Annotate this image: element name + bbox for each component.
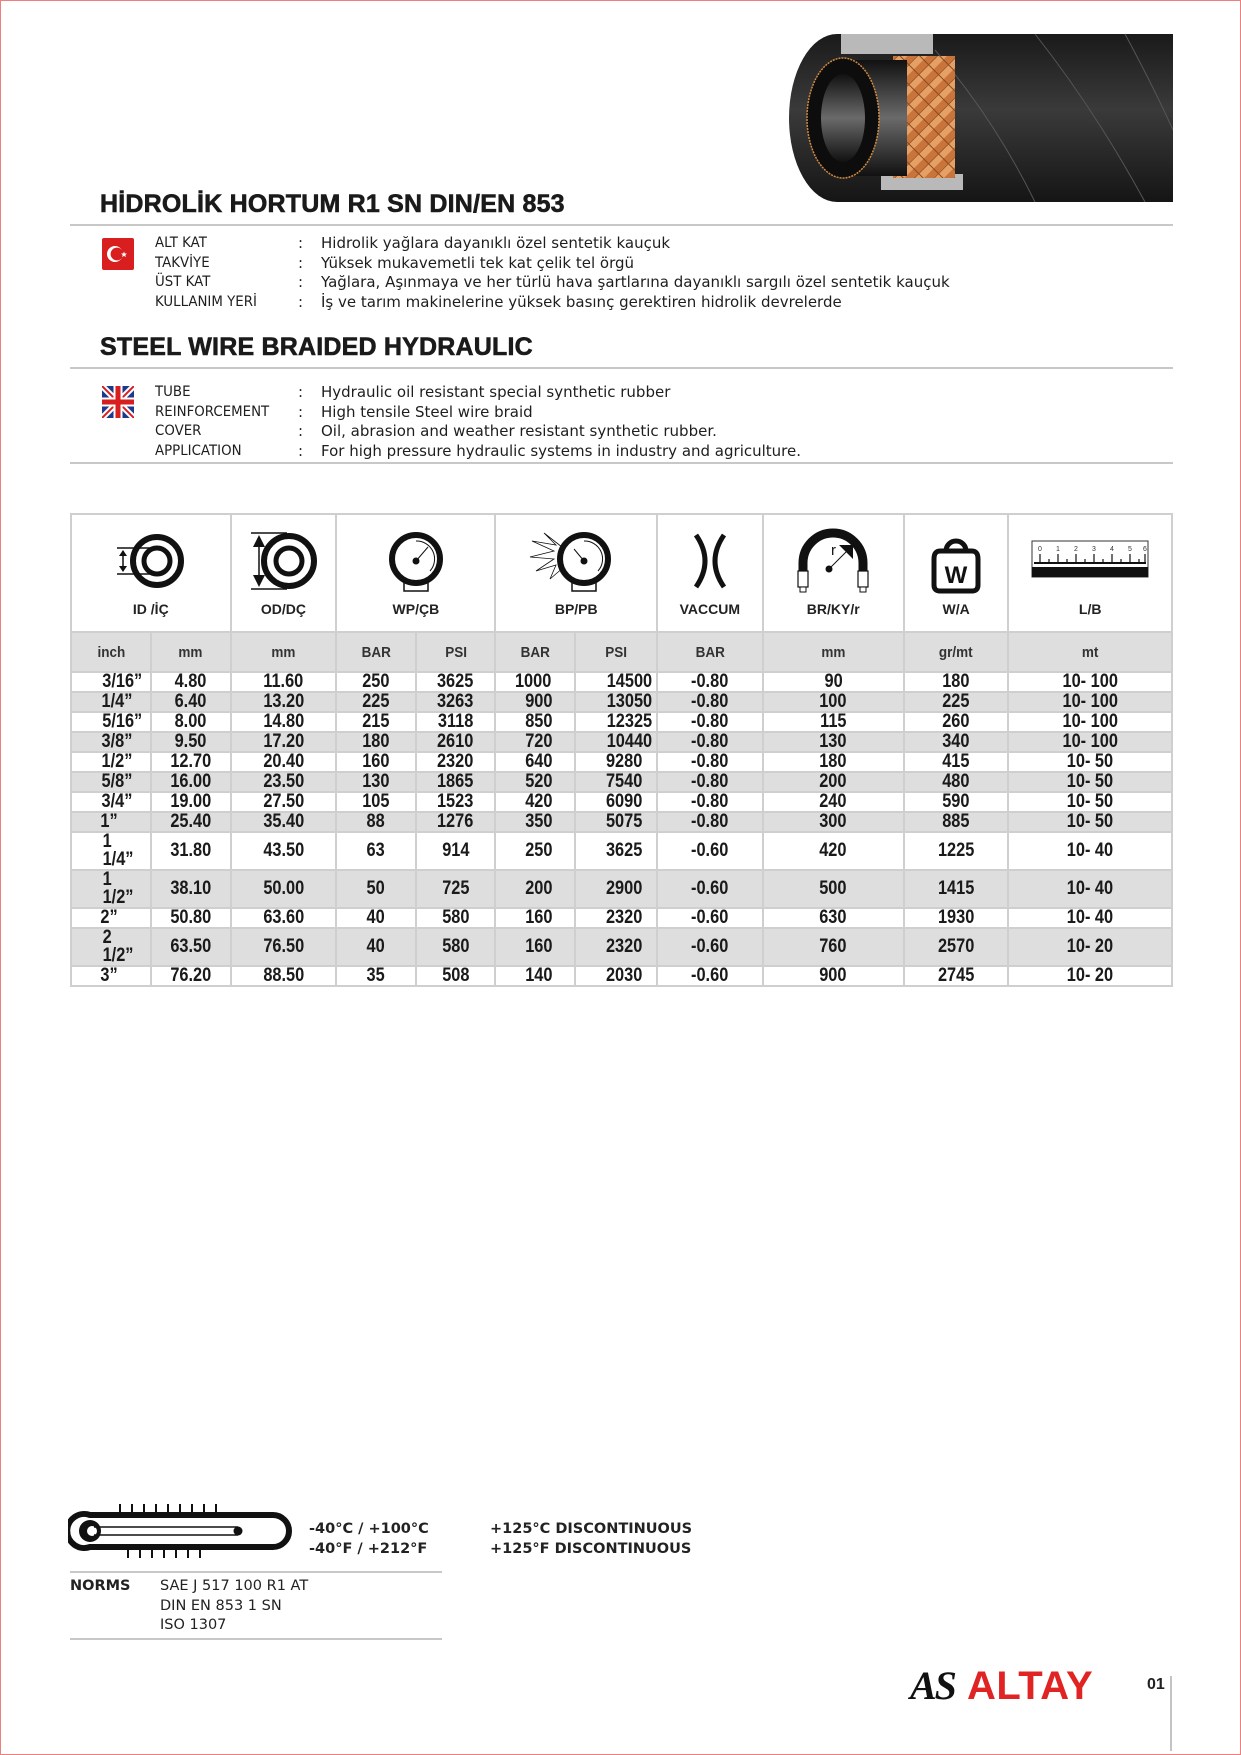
header-vacuum <box>657 514 763 632</box>
footer-vertical-rule <box>1170 1676 1172 1751</box>
table-cell: 10- 100 <box>1008 712 1172 732</box>
table-cell: 13050 <box>575 692 657 712</box>
table-cell: -0.80 <box>657 692 763 712</box>
header-weight <box>904 514 1009 632</box>
table-cell: 2745 <box>904 966 1009 986</box>
table-cell: 90 <box>763 672 904 692</box>
spec-value: For high pressure hydraulic systems in industry and agriculture. <box>321 441 801 460</box>
table-cell: 590 <box>904 792 1009 812</box>
table-row <box>71 908 1172 928</box>
table-row <box>71 792 1172 812</box>
table-cell: -0.80 <box>657 752 763 772</box>
table-cell: 3625 <box>575 832 657 870</box>
colon: : <box>298 422 304 440</box>
unit-cell: BAR <box>657 632 763 672</box>
table-cell: 40 <box>336 908 416 928</box>
table-cell: 580 <box>416 928 496 966</box>
table-cell: -0.80 <box>657 712 763 732</box>
header-label: BR/KY/r <box>806 601 860 617</box>
spec-row <box>155 273 950 293</box>
table-cell: 480 <box>904 772 1009 792</box>
temperature-range <box>309 1520 429 1559</box>
table-cell: 250 <box>336 672 416 692</box>
spec-label: ALT KAT <box>155 235 207 251</box>
table-cell: 130 <box>336 772 416 792</box>
table-cell: 11.60 <box>231 672 337 692</box>
norm-item: DIN EN 853 1 SN <box>160 1597 282 1614</box>
specification-table <box>70 513 1173 987</box>
table-cell: -0.60 <box>657 966 763 986</box>
temperature-range-fahrenheit: -40°F / +212°F <box>309 1540 428 1557</box>
inner-diameter-icon <box>111 527 191 597</box>
table-cell: -0.80 <box>657 812 763 832</box>
table-cell: 63 <box>336 832 416 870</box>
divider <box>70 367 1173 369</box>
table-cell: 3625 <box>416 672 496 692</box>
table-cell: 914 <box>416 832 496 870</box>
table-cell: 1/4” <box>71 692 151 712</box>
table-cell: 2320 <box>575 908 657 928</box>
table-cell: 420 <box>763 832 904 870</box>
table-cell: 250 <box>495 832 575 870</box>
spec-value: İş ve tarım makinelerine yüksek basınç gerektiren hidrolik devrelerde <box>321 292 842 311</box>
table-cell: 140 <box>495 966 575 986</box>
colon: : <box>298 273 304 291</box>
table-row <box>71 712 1172 732</box>
table-cell: 180 <box>763 752 904 772</box>
table-cell: 300 <box>763 812 904 832</box>
table-cell: 7540 <box>575 772 657 792</box>
page-number: 01 <box>1147 1676 1165 1693</box>
temperature-discontinuous <box>490 1520 692 1559</box>
table-cell: 10- 20 <box>1008 928 1172 966</box>
header-bend-radius <box>763 514 904 632</box>
table-cell: 340 <box>904 732 1009 752</box>
svg-text:6: 6 <box>1143 546 1148 553</box>
unit-cell: mm <box>231 632 337 672</box>
table-cell: 63.60 <box>231 908 337 928</box>
header-label: WP/ÇB <box>392 601 440 617</box>
spec-row <box>155 383 801 403</box>
table-cell: 580 <box>416 908 496 928</box>
table-cell: 1930 <box>904 908 1009 928</box>
table-cell: 50 <box>336 870 416 908</box>
table-cell: 1000 <box>495 672 575 692</box>
table-cell: 19.00 <box>151 792 231 812</box>
icon-header-row <box>71 514 1172 632</box>
table-cell: 130 <box>763 732 904 752</box>
table-cell: 105 <box>336 792 416 812</box>
table-row <box>71 870 1172 908</box>
table-cell: 2900 <box>575 870 657 908</box>
table-cell: -0.80 <box>657 732 763 752</box>
table-cell: 6.40 <box>151 692 231 712</box>
table-cell: 240 <box>763 792 904 812</box>
uk-flag-icon <box>102 386 134 418</box>
colon: : <box>298 441 304 460</box>
table-cell: 225 <box>904 692 1009 712</box>
svg-text:0: 0 <box>1038 546 1043 553</box>
bend-radius-icon <box>793 527 873 599</box>
table-row <box>71 772 1172 792</box>
working-pressure-gauge-icon <box>376 527 456 597</box>
table-cell: 1” <box>71 812 151 832</box>
divider <box>70 224 1173 226</box>
table-cell: 10- 50 <box>1008 792 1172 812</box>
english-spec-list <box>155 383 801 461</box>
unit-header-row <box>71 632 1172 672</box>
table-cell: 35.40 <box>231 812 337 832</box>
table-row <box>71 672 1172 692</box>
table-cell: 760 <box>763 928 904 966</box>
spec-label: TAKVİYE <box>155 254 210 271</box>
table-cell: 2570 <box>904 928 1009 966</box>
temperature-range-celsius: -40°C / +100°C <box>309 1521 429 1537</box>
table-cell: 88 <box>336 812 416 832</box>
svg-text:3: 3 <box>1092 546 1097 553</box>
title-turkish: HİDROLİK HORTUM R1 SN DIN/EN 853 <box>100 190 565 218</box>
table-cell: 9.50 <box>151 732 231 752</box>
unit-cell: BAR <box>495 632 575 672</box>
table-cell: 50.00 <box>231 870 337 908</box>
table-cell: 76.20 <box>151 966 231 986</box>
table-cell: 43.50 <box>231 832 337 870</box>
spec-label: APPLICATION <box>155 442 242 459</box>
spec-value: Hydraulic oil resistant special synthetic rubber <box>321 383 671 401</box>
table-cell: 2030 <box>575 966 657 986</box>
table-cell: 885 <box>904 812 1009 832</box>
thermometer-icon <box>68 1502 298 1568</box>
spec-value: Oil, abrasion and weather resistant synthetic rubber. <box>321 422 717 440</box>
table-cell: 1523 <box>416 792 496 812</box>
table-cell: 38.10 <box>151 870 231 908</box>
svg-text:5: 5 <box>1128 546 1133 553</box>
table-cell: 14500 <box>575 672 657 692</box>
title-english: STEEL WIRE BRAIDED HYDRAULIC <box>100 333 533 361</box>
table-cell: 3/4” <box>71 792 151 812</box>
table-cell: 1 1/2” <box>71 870 151 908</box>
table-cell: -0.60 <box>657 928 763 966</box>
turkey-flag-icon <box>102 238 134 270</box>
table-cell: -0.60 <box>657 832 763 870</box>
turkish-spec-list <box>155 234 950 312</box>
unit-cell: BAR <box>336 632 416 672</box>
spec-row <box>155 234 950 254</box>
unit-cell: mt <box>1008 632 1172 672</box>
table-cell: 2320 <box>416 752 496 772</box>
table-cell: 180 <box>904 672 1009 692</box>
table-row <box>71 732 1172 752</box>
table-row <box>71 928 1172 966</box>
table-cell: 2 1/2” <box>71 928 151 966</box>
outer-diameter-icon <box>243 527 323 597</box>
table-cell: 27.50 <box>231 792 337 812</box>
norm-item: SAE J 517 100 R1 AT <box>160 1578 309 1594</box>
table-cell: -0.60 <box>657 908 763 928</box>
table-cell: 1 1/4” <box>71 832 151 870</box>
spec-row <box>155 442 801 462</box>
table-cell: 10- 40 <box>1008 908 1172 928</box>
table-cell: 1415 <box>904 870 1009 908</box>
spec-row <box>155 254 950 274</box>
table-row <box>71 966 1172 986</box>
table-cell: 1/2” <box>71 752 151 772</box>
discontinuous-celsius: +125°C DISCONTINUOUS <box>490 1521 693 1537</box>
table-cell: -0.60 <box>657 870 763 908</box>
table-cell: 640 <box>495 752 575 772</box>
spec-row <box>155 403 801 423</box>
table-cell: 10- 100 <box>1008 732 1172 752</box>
table-cell: 350 <box>495 812 575 832</box>
norms-label: NORMS <box>70 1578 131 1594</box>
table-cell: 260 <box>904 712 1009 732</box>
table-cell: 10- 20 <box>1008 966 1172 986</box>
table-cell: 20.40 <box>231 752 337 772</box>
table-cell: 12325 <box>575 712 657 732</box>
spec-label: COVER <box>155 423 202 439</box>
table-cell: 88.50 <box>231 966 337 986</box>
header-length <box>1008 514 1172 632</box>
table-cell: 200 <box>763 772 904 792</box>
vacuum-icon <box>680 527 740 597</box>
table-cell: 225 <box>336 692 416 712</box>
table-row <box>71 832 1172 870</box>
table-cell: 508 <box>416 966 496 986</box>
table-body <box>71 672 1172 986</box>
colon: : <box>298 402 304 421</box>
table-cell: 2” <box>71 908 151 928</box>
header-label: L/B <box>1078 601 1102 617</box>
table-cell: 17.20 <box>231 732 337 752</box>
table-cell: 9280 <box>575 752 657 772</box>
table-cell: 10- 50 <box>1008 812 1172 832</box>
header-label: OD/DÇ <box>260 601 307 617</box>
header-label: BP/PB <box>554 601 598 617</box>
table-cell: 3/16” <box>71 672 151 692</box>
spec-row <box>155 422 801 442</box>
unit-cell: mm <box>763 632 904 672</box>
discontinuous-fahrenheit: +125°F DISCONTINUOUS <box>490 1540 692 1557</box>
table-cell: 180 <box>336 732 416 752</box>
table-cell: -0.80 <box>657 672 763 692</box>
table-cell: 200 <box>495 870 575 908</box>
colon: : <box>298 253 304 272</box>
colon: : <box>298 292 304 311</box>
table-cell: 3118 <box>416 712 496 732</box>
table-cell: 1865 <box>416 772 496 792</box>
table-cell: 13.20 <box>231 692 337 712</box>
spec-label: ÜST KAT <box>155 274 211 290</box>
table-cell: 10- 50 <box>1008 752 1172 772</box>
table-cell: 10- 50 <box>1008 772 1172 792</box>
table-cell: 10- 100 <box>1008 672 1172 692</box>
table-cell: 725 <box>416 870 496 908</box>
table-cell: 76.50 <box>231 928 337 966</box>
company-logo <box>910 1662 1093 1709</box>
table-cell: 10- 40 <box>1008 832 1172 870</box>
table-cell: 415 <box>904 752 1009 772</box>
spec-row <box>155 293 950 313</box>
header-od <box>231 514 337 632</box>
svg-text:4: 4 <box>1110 546 1115 553</box>
table-cell: 8.00 <box>151 712 231 732</box>
table-cell: 5/16” <box>71 712 151 732</box>
length-ruler-icon <box>1030 527 1150 597</box>
table-cell: 3” <box>71 966 151 986</box>
header-label: W/A <box>942 601 970 617</box>
unit-cell: mm <box>151 632 231 672</box>
divider <box>70 1638 442 1640</box>
table-cell: 720 <box>495 732 575 752</box>
table-cell: 50.80 <box>151 908 231 928</box>
table-cell: 420 <box>495 792 575 812</box>
header-wp <box>336 514 495 632</box>
table-cell: 10- 100 <box>1008 692 1172 712</box>
table-cell: 1276 <box>416 812 496 832</box>
unit-cell: PSI <box>575 632 657 672</box>
table-cell: 2610 <box>416 732 496 752</box>
header-label: ID /İÇ <box>132 601 169 617</box>
table-cell: 520 <box>495 772 575 792</box>
table-cell: 1225 <box>904 832 1009 870</box>
spec-value: Hidrolik yağlara dayanıklı özel sentetik kauçuk <box>321 234 671 252</box>
unit-cell: PSI <box>416 632 496 672</box>
header-label: VACCUM <box>679 601 741 617</box>
unit-cell: gr/mt <box>904 632 1009 672</box>
colon: : <box>298 383 304 401</box>
weight-icon <box>926 527 986 597</box>
table-cell: 12.70 <box>151 752 231 772</box>
svg-text:2: 2 <box>1074 546 1079 553</box>
table-cell: 16.00 <box>151 772 231 792</box>
table-cell: 100 <box>763 692 904 712</box>
table-cell: 25.40 <box>151 812 231 832</box>
table-cell: -0.80 <box>657 772 763 792</box>
divider <box>70 1571 442 1573</box>
colon: : <box>298 234 304 252</box>
unit-cell: inch <box>71 632 151 672</box>
table-cell: 5075 <box>575 812 657 832</box>
norms-list <box>160 1577 308 1636</box>
svg-text:1: 1 <box>1056 546 1061 553</box>
table-cell: 40 <box>336 928 416 966</box>
table-cell: 14.80 <box>231 712 337 732</box>
svg-text:r: r <box>831 542 837 559</box>
table-cell: -0.80 <box>657 792 763 812</box>
table-cell: 215 <box>336 712 416 732</box>
norm-item: ISO 1307 <box>160 1617 227 1633</box>
table-cell: 160 <box>495 928 575 966</box>
table-row <box>71 752 1172 772</box>
logo-mark: AS <box>910 1663 955 1708</box>
table-cell: 900 <box>495 692 575 712</box>
header-bp <box>495 514 657 632</box>
table-cell: 160 <box>336 752 416 772</box>
table-cell: 3263 <box>416 692 496 712</box>
table-cell: 2320 <box>575 928 657 966</box>
table-cell: 23.50 <box>231 772 337 792</box>
spec-value: Yağlara, Aşınmaya ve her türlü hava şartlarına dayanıklı sargılı özel sentetik kauçuk <box>321 273 950 291</box>
spec-value: High tensile Steel wire braid <box>321 402 533 421</box>
divider <box>70 462 1173 464</box>
spec-label: REINFORCEMENT <box>155 403 270 420</box>
burst-pressure-gauge-icon <box>526 527 626 597</box>
table-cell: 115 <box>763 712 904 732</box>
table-cell: 500 <box>763 870 904 908</box>
table-cell: 850 <box>495 712 575 732</box>
spec-value: Yüksek mukavemetli tek kat çelik tel örgü <box>321 253 635 272</box>
table-row <box>71 812 1172 832</box>
table-cell: 10- 40 <box>1008 870 1172 908</box>
table-cell: 630 <box>763 908 904 928</box>
table-cell: 160 <box>495 908 575 928</box>
table-cell: 5/8” <box>71 772 151 792</box>
spec-label: KULLANIM YERİ <box>155 293 257 310</box>
table-cell: 31.80 <box>151 832 231 870</box>
table-cell: 63.50 <box>151 928 231 966</box>
table-cell: 6090 <box>575 792 657 812</box>
table-cell: 35 <box>336 966 416 986</box>
hose-image <box>785 30 1173 202</box>
header-id <box>71 514 231 632</box>
table-cell: 3/8” <box>71 732 151 752</box>
table-cell: 4.80 <box>151 672 231 692</box>
svg-text:W: W <box>944 562 968 589</box>
table-cell: 900 <box>763 966 904 986</box>
table-cell: 10440 <box>575 732 657 752</box>
table-row <box>71 692 1172 712</box>
spec-label: TUBE <box>155 384 191 400</box>
logo-text: ALTAY <box>966 1664 1094 1708</box>
